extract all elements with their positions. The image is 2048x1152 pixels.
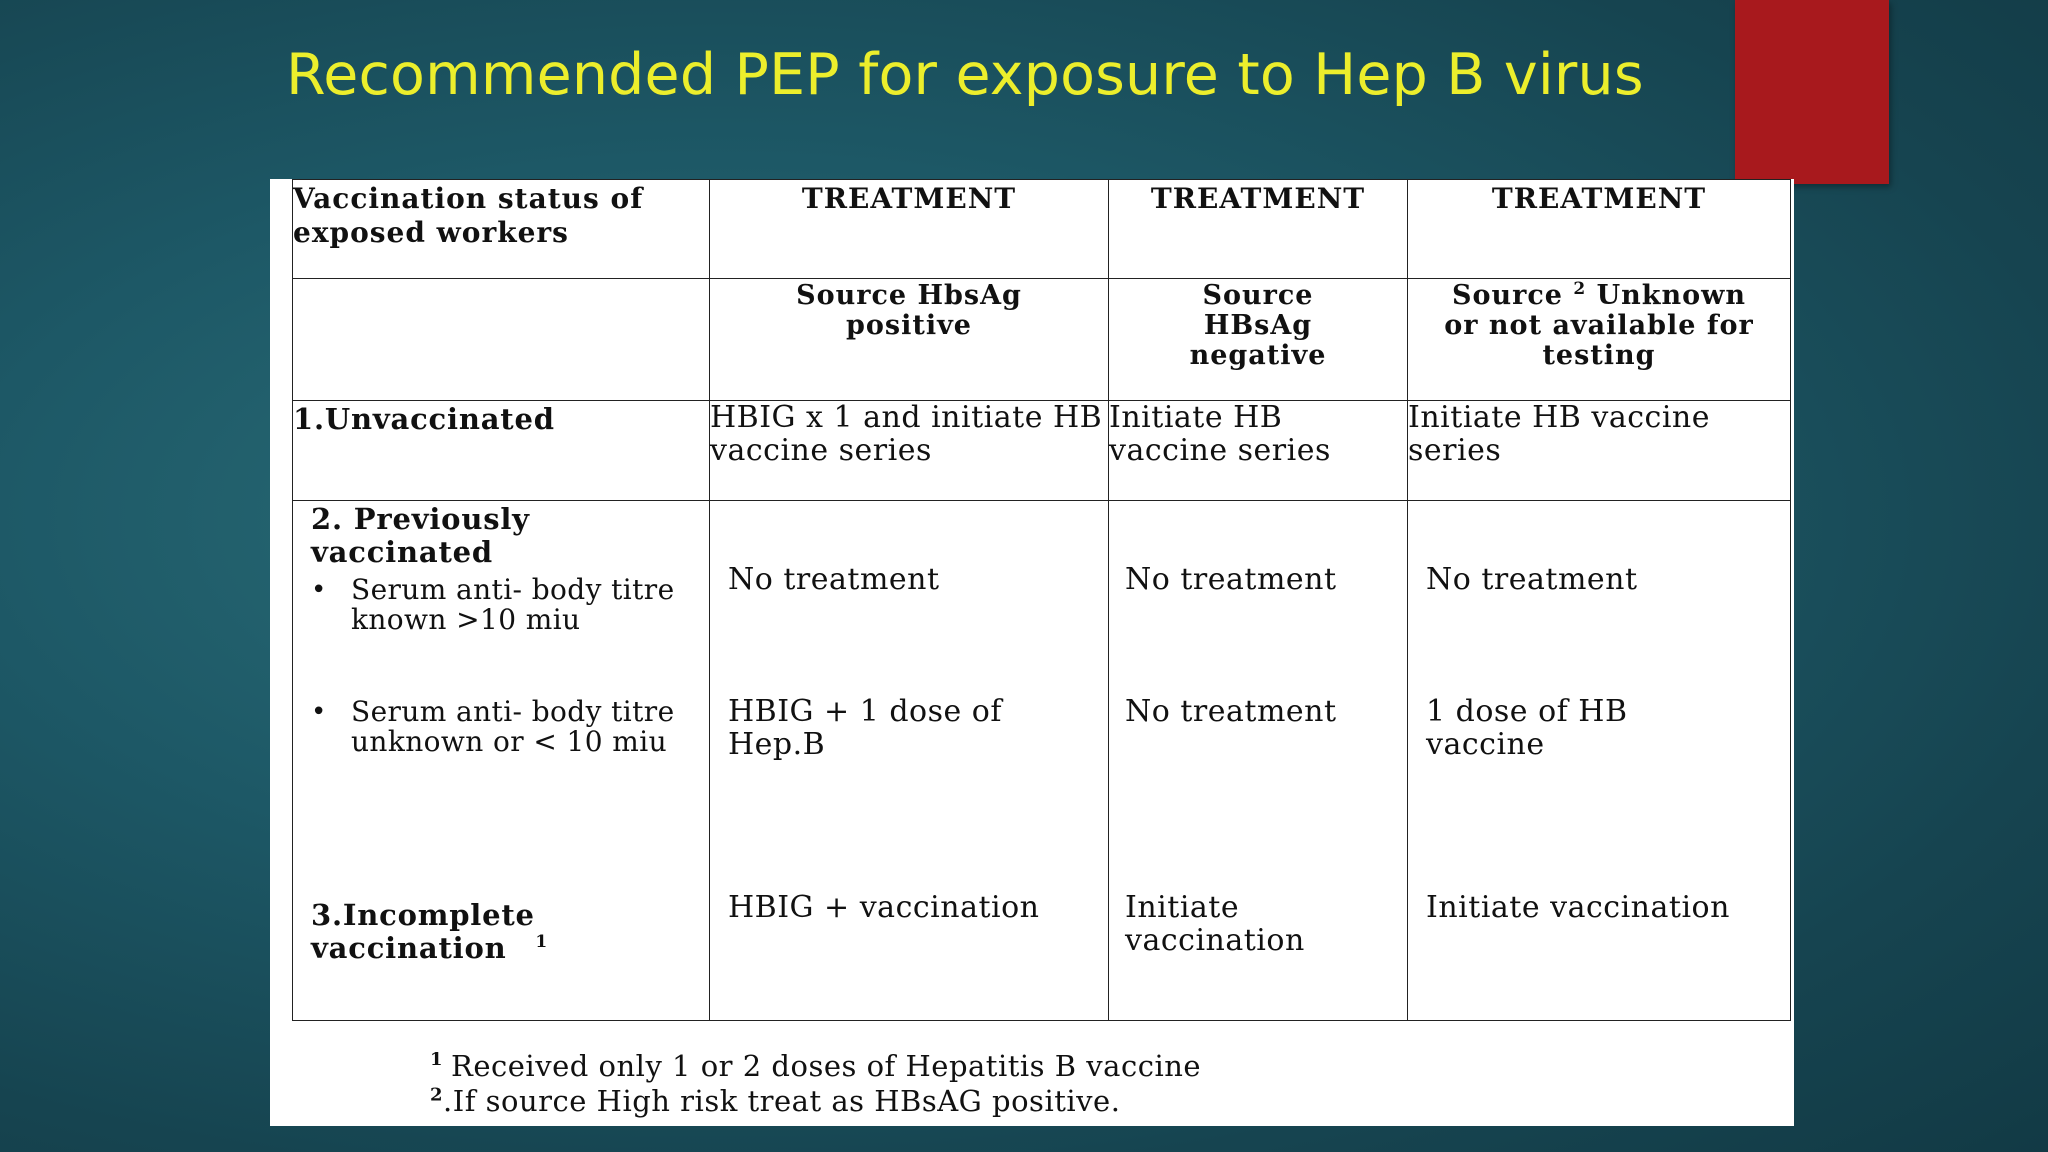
footnote-1-number: 1 — [430, 1049, 444, 1071]
row-label-previously-vaccinated: 2. Previously vaccinated — [311, 502, 530, 569]
table-row-unvaccinated — [293, 401, 1791, 501]
subheader-source-unknown — [1408, 279, 1791, 401]
cell-titre-known-negative: No treatment — [1125, 562, 1337, 597]
col-source-unknown-cells — [1408, 501, 1791, 1021]
subheader-empty-cell — [293, 279, 710, 401]
cell-titre-unknown-negative: No treatment — [1125, 694, 1337, 729]
subheader-source-unknown-desc: Unknown or not available for testing — [1444, 280, 1754, 371]
footnote-1-text: Received only 1 or 2 doses of Hepatitis B vaccine — [451, 1049, 1202, 1083]
footnotes — [430, 1049, 1201, 1119]
table-header-row — [293, 180, 1791, 279]
footnote-2 — [430, 1084, 1201, 1119]
subheader-source-positive: Source HbsAg positive — [710, 279, 1109, 401]
pep-table — [292, 179, 1791, 1021]
red-accent-block — [1735, 0, 1889, 184]
row-label-incomplete-text: 3.Incomplete vaccination — [311, 898, 535, 965]
col-source-positive-cells — [710, 501, 1109, 1021]
footnote-2-text: .If source High risk treat as HBsAG positive. — [443, 1084, 1121, 1118]
bullet-titre-known-text: Serum anti- body titre known >10 miu — [351, 573, 675, 636]
bullet-titre-known — [293, 575, 699, 635]
footnote-2-number: 2 — [430, 1084, 444, 1106]
cell-unvaccinated-positive: HBIG x 1 and initiate HB vaccine series — [710, 401, 1109, 501]
header-treatment-1: TREATMENT — [710, 180, 1109, 279]
cell-unvaccinated-negative: Initiate HB vaccine series — [1109, 401, 1408, 501]
subheader-source-unknown-label: Source — [1451, 280, 1563, 311]
cell-incomplete-positive: HBIG + vaccination — [728, 890, 1040, 925]
header-vaccination-status: Vaccination status of exposed workers — [293, 180, 710, 279]
row-label-incomplete-vaccination — [311, 899, 699, 965]
header-treatment-2: TREATMENT — [1109, 180, 1408, 279]
footnote-ref-2: 2 — [1573, 279, 1587, 299]
cell-incomplete-unknown: Initiate vaccination — [1426, 890, 1730, 925]
table-subheader-row — [293, 279, 1791, 401]
pep-table-panel — [270, 179, 1794, 1126]
row-labels-previously-incomplete — [293, 501, 710, 1021]
subheader-source-negative: Source HBsAg negative — [1109, 279, 1408, 401]
slide-title: Recommended PEP for exposure to Hep B virus — [286, 42, 1644, 108]
cell-titre-unknown-unknown: 1 dose of HB vaccine — [1426, 694, 1628, 762]
bullet-titre-unknown-text: Serum anti- body titre unknown or < 10 miu — [351, 695, 675, 758]
row-label-unvaccinated: 1.Unvaccinated — [293, 401, 710, 501]
col-source-negative-cells — [1109, 501, 1408, 1021]
footnote-1 — [430, 1049, 1201, 1084]
cell-titre-unknown-positive: HBIG + 1 dose of Hep.B — [728, 694, 1002, 762]
bullet-dot: • — [311, 697, 327, 727]
cell-titre-known-positive: No treatment — [728, 562, 940, 597]
cell-incomplete-negative: Initiate vaccination — [1125, 890, 1305, 958]
table-row-vaccinated-incomplete — [293, 501, 1791, 1021]
header-treatment-3: TREATMENT — [1408, 180, 1791, 279]
cell-unvaccinated-unknown: Initiate HB vaccine series — [1408, 401, 1791, 501]
cell-titre-known-unknown: No treatment — [1426, 562, 1638, 597]
bullet-titre-unknown — [293, 697, 699, 757]
footnote-ref-1: 1 — [535, 932, 549, 953]
bullet-dot: • — [311, 575, 327, 605]
